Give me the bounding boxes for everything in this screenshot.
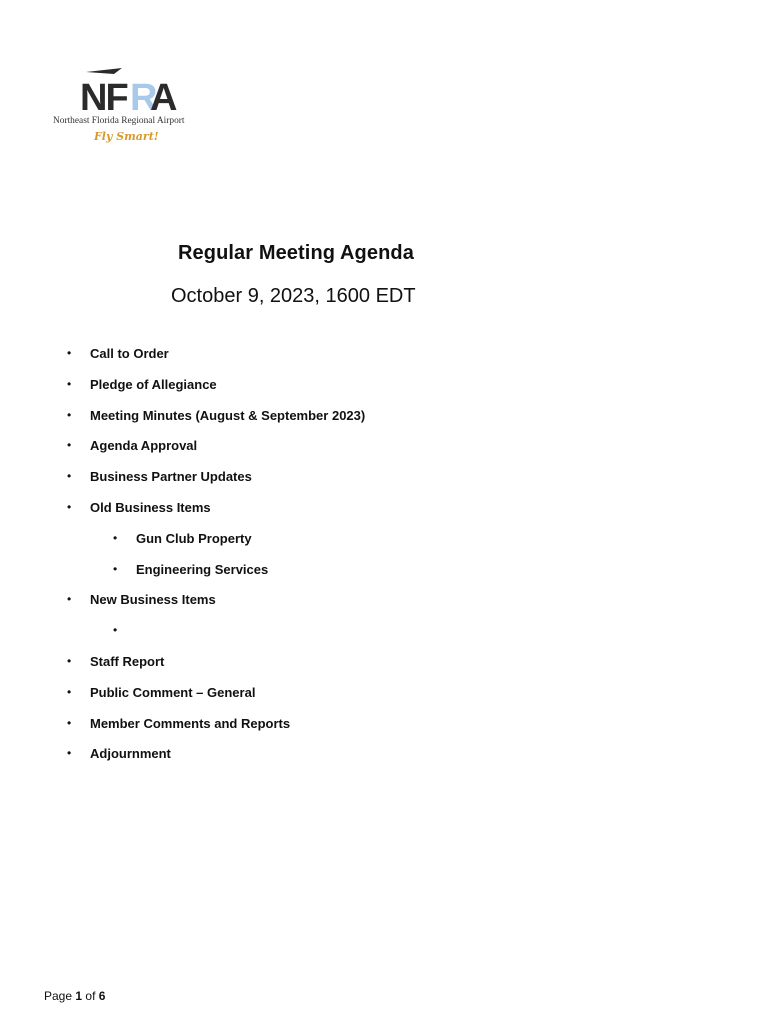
bullet-icon: • [113, 623, 118, 638]
bullet-icon: • [67, 438, 72, 453]
page-prefix: Page [44, 989, 73, 1003]
page-current: 1 [75, 989, 83, 1003]
bullet-icon: • [67, 746, 72, 761]
agenda-item [0, 467, 770, 498]
bullet-icon: • [67, 653, 72, 668]
agenda-item-text: Agenda Approval [90, 438, 198, 454]
logo-letters-a: A [150, 77, 176, 119]
bullet-icon: • [67, 346, 72, 360]
agenda-list [0, 344, 770, 775]
agenda-item-text: Staff Report [90, 653, 165, 669]
agenda-item [0, 683, 770, 714]
page-total: 6 [98, 989, 106, 1003]
agenda-item-text: Member Comments and Reports [90, 715, 291, 731]
meeting-date: October 9, 2023, 1600 EDT [171, 285, 416, 307]
agenda-item [0, 436, 770, 467]
agenda-subitem [0, 560, 770, 591]
agenda-item-text: Pledge of Allegiance [90, 376, 217, 392]
agenda-item-text: Adjournment [90, 746, 171, 762]
page-number [44, 989, 105, 1003]
agenda-item-text: Business Partner Updates [90, 469, 252, 485]
agenda-subitem [0, 621, 770, 652]
bullet-icon: • [67, 376, 72, 391]
agenda-item [0, 714, 770, 745]
agenda-item-text: Gun Club Property [136, 530, 252, 546]
agenda-item [0, 375, 770, 406]
agenda-item-text: Old Business Items [90, 499, 211, 515]
agenda-item [0, 744, 770, 775]
agenda-item-text: Meeting Minutes (August & September 2023) [90, 407, 366, 423]
bullet-icon: • [67, 684, 72, 699]
agenda-item [0, 652, 770, 683]
agenda-item [0, 344, 770, 375]
agenda-subitem [0, 529, 770, 560]
bullet-icon: • [67, 499, 72, 514]
bullet-icon: • [113, 561, 118, 576]
nfra-logo [52, 66, 202, 148]
agenda-item [0, 498, 770, 529]
bullet-icon: • [67, 407, 72, 422]
agenda-item-text: New Business Items [90, 592, 216, 608]
agenda-item [0, 406, 770, 437]
logo-letters-ra: R [130, 77, 156, 119]
page-of: of [85, 989, 96, 1003]
agenda-item-text: Call to Order [90, 346, 169, 361]
agenda-item-text: Public Comment – General [90, 684, 256, 700]
logo-letters-nf: NF [80, 77, 127, 119]
bullet-icon: • [67, 469, 72, 484]
agenda-item [0, 590, 770, 621]
agenda-item-text: Engineering Services [136, 561, 269, 577]
logo-tagline: Fly Smart! [94, 130, 159, 143]
page-title: Regular Meeting Agenda [178, 242, 414, 264]
logo-name: Northeast Florida Regional Airport [53, 116, 185, 126]
bullet-icon: • [67, 592, 72, 607]
bullet-icon: • [113, 530, 118, 545]
bullet-icon: • [67, 715, 72, 730]
